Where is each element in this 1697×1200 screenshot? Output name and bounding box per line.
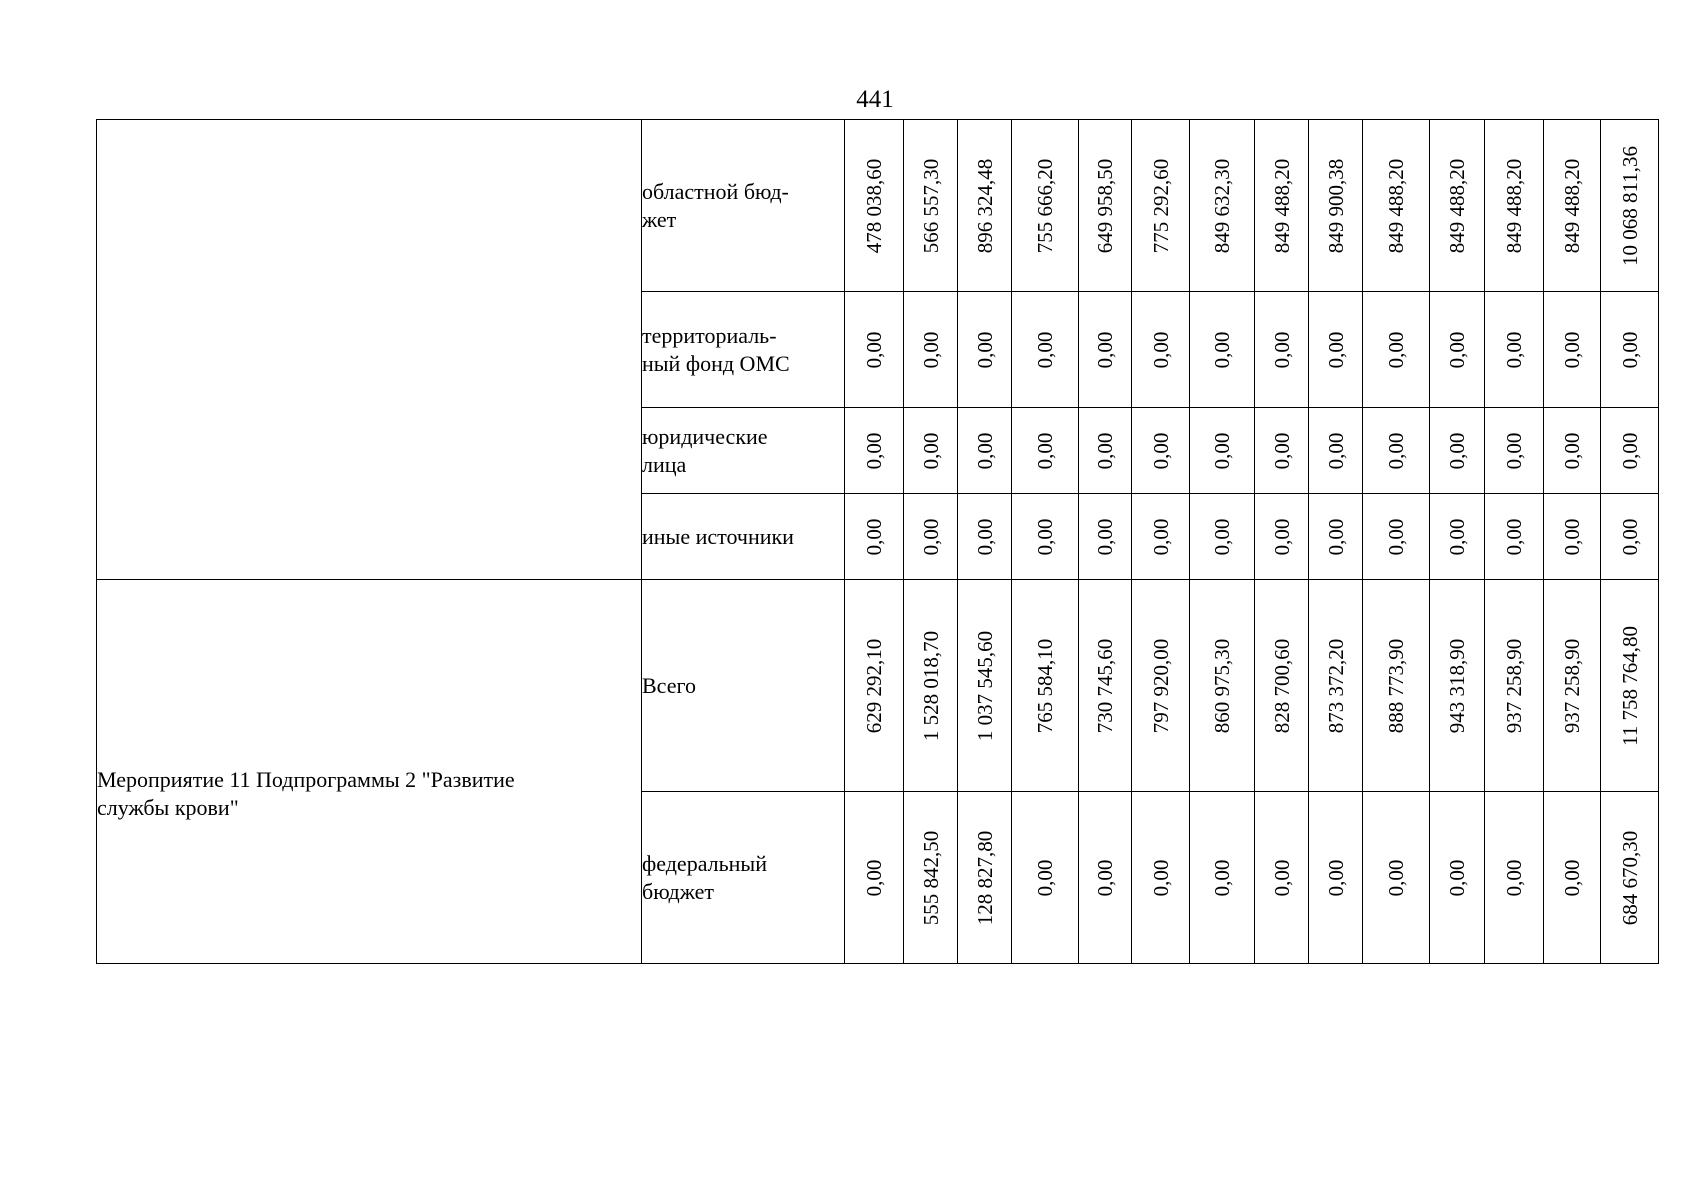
value-cell	[1430, 580, 1485, 792]
value-text: 0,00	[1093, 432, 1117, 469]
event-name-cell	[97, 120, 642, 580]
value-cell	[1363, 494, 1430, 580]
value-cell	[1255, 408, 1309, 494]
value-text: 0,00	[1269, 432, 1294, 469]
value-text: 0,00	[1033, 331, 1057, 368]
value-cell	[1079, 408, 1132, 494]
value-cell	[1190, 792, 1255, 964]
value-text: 629 292,10	[862, 638, 886, 733]
value-text: 0,00	[1384, 518, 1408, 555]
value-text: 0,00	[1445, 518, 1469, 555]
value-text: 0,00	[1617, 432, 1642, 469]
value-cell	[1255, 292, 1309, 408]
value-cell	[1363, 580, 1430, 792]
value-cell	[1544, 580, 1601, 792]
value-text: 478 038,60	[862, 158, 886, 253]
value-cell	[1132, 580, 1190, 792]
funding-source-cell: территориаль- ный фонд ОМС	[642, 292, 845, 408]
funding-source-cell: Всего	[642, 580, 845, 792]
value-text: 849 488,20	[1502, 158, 1526, 253]
value-text: 0,00	[1323, 518, 1348, 555]
funding-source-cell: юридические лица	[642, 408, 845, 494]
value-cell	[1255, 120, 1309, 292]
value-text: 765 584,10	[1033, 638, 1057, 733]
value-cell	[845, 408, 904, 494]
value-cell	[904, 494, 958, 580]
value-text: 0,00	[1093, 331, 1117, 368]
value-cell	[1132, 120, 1190, 292]
value-text: 0,00	[1617, 331, 1642, 368]
value-cell	[1485, 408, 1544, 494]
value-text: 797 920,00	[1148, 638, 1173, 733]
value-text: 566 557,30	[918, 158, 943, 253]
value-text: 0,00	[1502, 518, 1526, 555]
value-text: 0,00	[1033, 859, 1057, 896]
value-text: 0,00	[862, 518, 886, 555]
value-cell	[1601, 408, 1659, 494]
value-text: 0,00	[1093, 518, 1117, 555]
value-text: 0,00	[1617, 518, 1642, 555]
value-cell	[958, 120, 1012, 292]
value-text: 0,00	[972, 518, 997, 555]
value-text: 0,00	[1323, 432, 1348, 469]
value-text: 1 528 018,70	[918, 630, 943, 741]
value-text: 0,00	[1033, 432, 1057, 469]
value-text: 0,00	[1148, 331, 1173, 368]
value-text: 0,00	[1384, 331, 1408, 368]
value-cell	[1485, 494, 1544, 580]
value-text: 0,00	[1560, 432, 1584, 469]
value-text: 755 666,20	[1033, 158, 1057, 253]
value-cell	[1485, 120, 1544, 292]
event-name-cell: Мероприятие 11 Подпрограммы 2 "Развитие службы крови"	[97, 580, 642, 964]
value-cell	[1544, 408, 1601, 494]
value-cell	[1309, 120, 1363, 292]
value-text: 0,00	[1560, 331, 1584, 368]
value-cell	[1430, 792, 1485, 964]
value-cell	[845, 792, 904, 964]
value-text: 937 258,90	[1560, 638, 1584, 733]
value-text: 0,00	[1269, 331, 1294, 368]
value-cell	[1012, 580, 1079, 792]
value-text: 0,00	[1210, 518, 1234, 555]
value-text: 0,00	[862, 859, 886, 896]
value-text: 128 827,80	[972, 830, 997, 925]
value-cell	[1079, 494, 1132, 580]
value-cell	[1430, 120, 1485, 292]
value-cell	[958, 580, 1012, 792]
value-cell	[1601, 120, 1659, 292]
value-text: 849 488,20	[1560, 158, 1584, 253]
value-cell	[845, 494, 904, 580]
value-text: 849 900,38	[1323, 158, 1348, 253]
value-text: 0,00	[1269, 859, 1294, 896]
value-cell	[958, 792, 1012, 964]
value-cell	[845, 292, 904, 408]
table-row	[97, 120, 1659, 292]
value-text: 1 037 545,60	[972, 630, 997, 741]
value-text: 0,00	[918, 331, 943, 368]
value-text: 0,00	[1148, 432, 1173, 469]
value-cell	[1430, 408, 1485, 494]
value-text: 0,00	[1148, 518, 1173, 555]
value-cell	[1485, 580, 1544, 792]
value-text: 0,00	[1560, 859, 1584, 896]
value-text: 943 318,90	[1445, 638, 1469, 733]
value-text: 0,00	[972, 331, 997, 368]
value-text: 0,00	[1033, 518, 1057, 555]
value-text: 0,00	[862, 432, 886, 469]
value-cell	[904, 580, 958, 792]
value-cell	[1190, 292, 1255, 408]
value-cell	[1601, 292, 1659, 408]
value-text: 0,00	[918, 518, 943, 555]
value-cell	[1430, 292, 1485, 408]
value-cell	[1190, 408, 1255, 494]
value-text: 0,00	[1560, 518, 1584, 555]
value-cell	[904, 792, 958, 964]
value-text: 896 324,48	[972, 158, 997, 253]
value-cell	[1309, 792, 1363, 964]
value-text: 0,00	[1148, 859, 1173, 896]
value-cell	[958, 408, 1012, 494]
funding-source-cell: иные источники	[642, 494, 845, 580]
value-cell	[845, 120, 904, 292]
value-cell	[1309, 408, 1363, 494]
value-cell	[1309, 292, 1363, 408]
value-text: 0,00	[1502, 859, 1526, 896]
value-text: 828 700,60	[1269, 638, 1294, 733]
value-text: 730 745,60	[1093, 638, 1117, 733]
value-text: 0,00	[1210, 859, 1234, 896]
value-cell	[904, 292, 958, 408]
value-cell	[1132, 792, 1190, 964]
value-text: 0,00	[1445, 331, 1469, 368]
value-cell	[958, 292, 1012, 408]
value-cell	[1255, 494, 1309, 580]
value-text: 0,00	[1210, 432, 1234, 469]
value-cell	[1363, 408, 1430, 494]
value-text: 0,00	[1502, 331, 1526, 368]
value-cell	[1544, 292, 1601, 408]
value-cell	[1544, 494, 1601, 580]
value-text: 11 758 764,80	[1617, 625, 1642, 746]
value-text: 0,00	[862, 331, 886, 368]
value-text: 860 975,30	[1210, 638, 1234, 733]
value-text: 0,00	[1384, 432, 1408, 469]
value-text: 0,00	[1502, 432, 1526, 469]
value-text: 873 372,20	[1323, 638, 1348, 733]
value-cell	[1309, 494, 1363, 580]
value-text: 0,00	[1445, 432, 1469, 469]
value-cell	[1132, 408, 1190, 494]
funding-source-cell: федеральный бюджет	[642, 792, 845, 964]
value-text: 0,00	[1323, 331, 1348, 368]
value-cell	[1363, 120, 1430, 292]
value-cell	[1190, 494, 1255, 580]
value-text: 684 670,30	[1617, 830, 1642, 925]
value-cell	[1255, 792, 1309, 964]
value-cell	[1255, 580, 1309, 792]
value-cell	[1601, 580, 1659, 792]
value-cell	[1601, 792, 1659, 964]
value-cell	[958, 494, 1012, 580]
value-text: 0,00	[1323, 859, 1348, 896]
value-text: 849 488,20	[1269, 158, 1294, 253]
value-cell	[1485, 792, 1544, 964]
value-text: 849 632,30	[1210, 158, 1234, 253]
value-cell	[1363, 292, 1430, 408]
value-text: 775 292,60	[1148, 158, 1173, 253]
value-cell	[1430, 494, 1485, 580]
value-cell	[1079, 120, 1132, 292]
value-cell	[845, 580, 904, 792]
value-cell	[1079, 292, 1132, 408]
value-cell	[1012, 292, 1079, 408]
value-cell	[904, 408, 958, 494]
value-cell	[1012, 120, 1079, 292]
value-cell	[904, 120, 958, 292]
value-cell	[1363, 792, 1430, 964]
value-cell	[1132, 494, 1190, 580]
table-row	[97, 580, 1659, 792]
value-text: 888 773,90	[1384, 638, 1408, 733]
page-number: 441	[856, 86, 894, 113]
value-text: 0,00	[1093, 859, 1117, 896]
value-text: 0,00	[1210, 331, 1234, 368]
value-cell	[1012, 408, 1079, 494]
value-cell	[1190, 580, 1255, 792]
value-text: 937 258,90	[1502, 638, 1526, 733]
value-cell	[1079, 792, 1132, 964]
value-cell	[1132, 292, 1190, 408]
value-text: 0,00	[1384, 859, 1408, 896]
value-text: 649 958,50	[1093, 158, 1117, 253]
value-text: 555 842,50	[918, 830, 943, 925]
value-cell	[1012, 494, 1079, 580]
value-text: 0,00	[1269, 518, 1294, 555]
value-cell	[1544, 792, 1601, 964]
value-cell	[1012, 792, 1079, 964]
value-cell	[1485, 292, 1544, 408]
budget-table	[96, 119, 1659, 964]
value-cell	[1544, 120, 1601, 292]
value-text: 10 068 811,36	[1617, 145, 1642, 266]
value-text: 0,00	[918, 432, 943, 469]
value-cell	[1079, 580, 1132, 792]
value-text: 849 488,20	[1445, 158, 1469, 253]
value-text: 0,00	[1445, 859, 1469, 896]
value-cell	[1309, 580, 1363, 792]
value-cell	[1601, 494, 1659, 580]
value-cell	[1190, 120, 1255, 292]
value-text: 849 488,20	[1384, 158, 1408, 253]
value-text: 0,00	[972, 432, 997, 469]
funding-source-cell: областной бюд- жет	[642, 120, 845, 292]
